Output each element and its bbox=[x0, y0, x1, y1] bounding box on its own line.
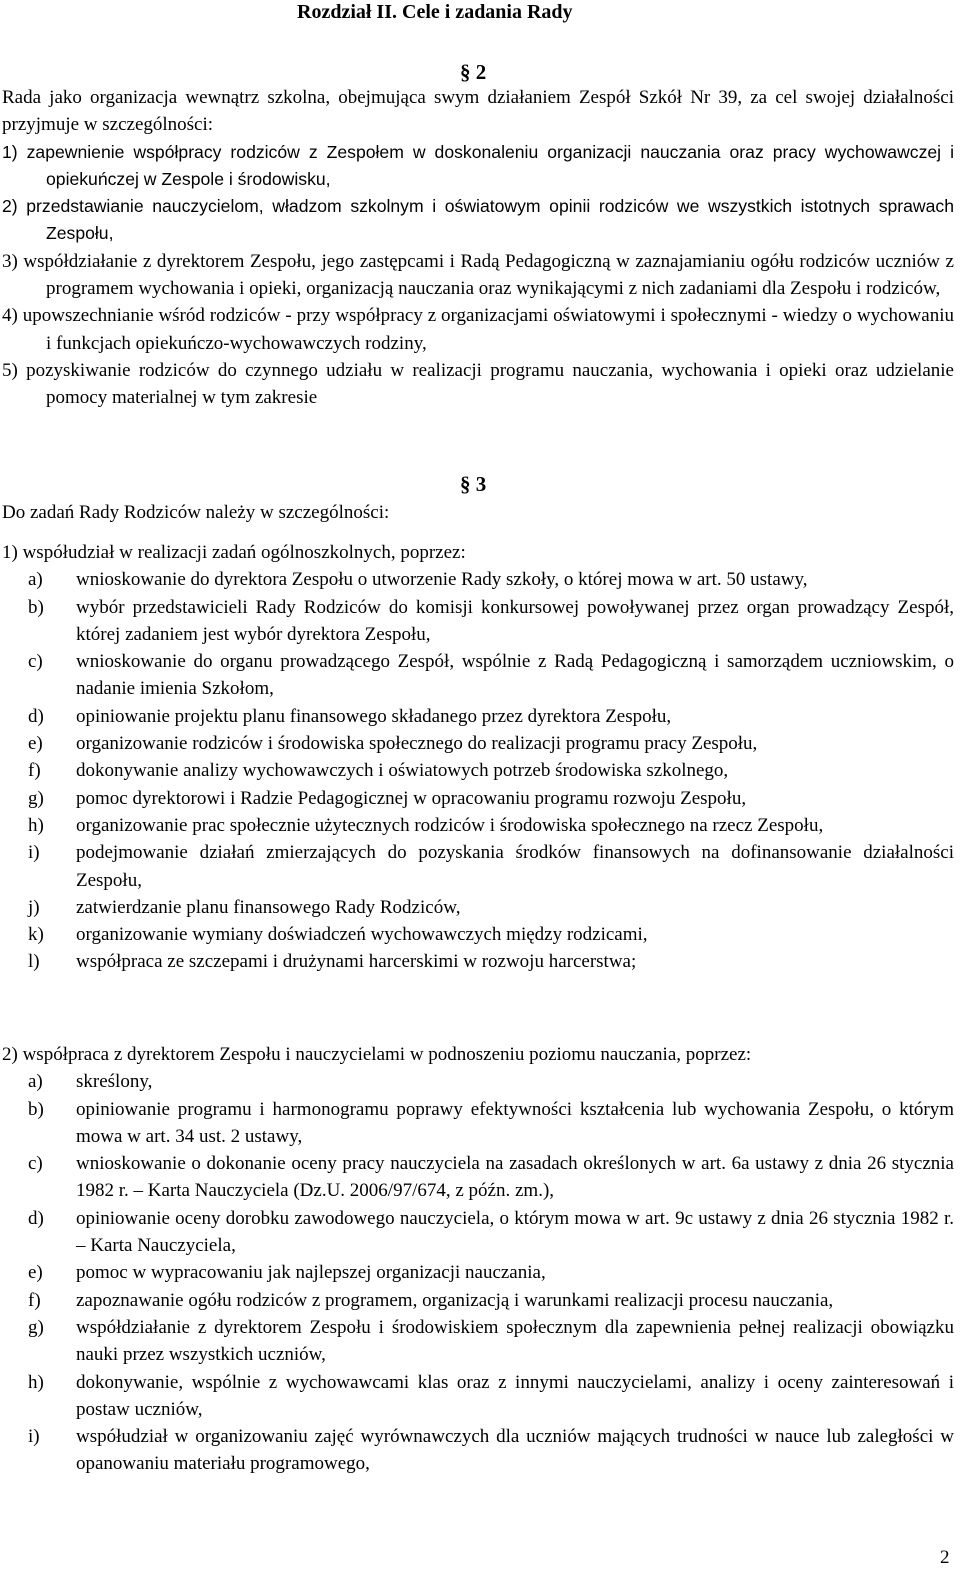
list-item bbox=[2, 1150, 954, 1205]
point-1-heading: 1) współudział w realizacji zadań ogólnoszkolnych, poprzez: bbox=[2, 542, 466, 563]
list-item-label: i) bbox=[28, 1426, 40, 1448]
list-item-text: organizowanie rodziców i środowiska społecznego do realizacji programu pracy Zespołu, bbox=[76, 733, 758, 755]
point-1-list bbox=[2, 566, 954, 975]
list-item-text: organizowanie prac społecznie użytecznych rodziców i środowiska społecznego na rzecz Zespołu, bbox=[76, 814, 824, 836]
page-number: 2 bbox=[940, 1547, 950, 1568]
list-item bbox=[2, 566, 954, 593]
list-item bbox=[2, 1423, 954, 1478]
list-item bbox=[2, 703, 954, 730]
section-3-intro: Do zadań Rady Rodziców należy w szczególności: bbox=[2, 502, 390, 523]
list-item-label: c) bbox=[28, 651, 43, 673]
list-item-label: i) bbox=[28, 842, 40, 864]
list-item-label: k) bbox=[28, 924, 44, 946]
list-item bbox=[2, 1314, 954, 1369]
list-item bbox=[2, 948, 954, 975]
section-2-item-2: 2) przedstawianie nauczycielom, władzom szkolnym i oświatowym opinii rodziców we wszystkich istotnych sprawach Zespołu, bbox=[2, 196, 954, 244]
section-3-point-1 bbox=[2, 539, 954, 976]
list-item-text: skreślony, bbox=[76, 1071, 153, 1093]
section-3-point-2 bbox=[2, 1041, 954, 1478]
list-item-label: g) bbox=[28, 787, 44, 809]
list-item bbox=[2, 1259, 954, 1286]
list-item-label: b) bbox=[28, 596, 44, 618]
list-item-text: zapoznawanie ogółu rodziców z programem, organizacją i warunkami realizacji procesu nauczania, bbox=[76, 1289, 834, 1311]
list-item bbox=[2, 730, 954, 757]
list-item-label: g) bbox=[28, 1316, 44, 1338]
list-item bbox=[2, 785, 954, 812]
list-item-text: podejmowanie działań zmierzających do pozyskania środków finansowych na dofinansowanie działalności Zespołu, bbox=[76, 842, 954, 891]
list-item-label: j) bbox=[28, 896, 40, 918]
list-item-label: f) bbox=[28, 1289, 41, 1311]
list-item-text: opiniowanie oceny dorobku zawodowego nauczyciela, o którym mowa w art. 9c ustawy z dnia 26 stycznia 1982 r. – Karta Nauczyciela, bbox=[76, 1207, 954, 1257]
list-item-label: b) bbox=[28, 1098, 44, 1120]
list-item-label: a) bbox=[28, 569, 43, 591]
list-item bbox=[2, 1205, 954, 1260]
list-item bbox=[2, 894, 954, 921]
section-2-item-3: 3) współdziałanie z dyrektorem Zespołu, jego zastępcami i Radą Pedagogiczną w zaznajamianiu ogółu rodziców uczniów z programem wychowania i opieki, organizacją nauczania oraz wynikającymi z nich zadaniami dla Zespołu i rodziców, bbox=[2, 250, 954, 300]
point-2-list bbox=[2, 1068, 954, 1477]
section-2-item-1: 1) zapewnienie współpracy rodziców z Zespołem w doskonaleniu organizacji nauczania oraz pracy wychowawczej i opiekuńczej w Zespole i środowisku, bbox=[2, 141, 954, 189]
list-item bbox=[2, 839, 954, 894]
section-2-item-4: 4) upowszechnianie wśród rodziców - przy współpracy z organizacjami oświatowymi i społecznymi - wiedzy o wychowaniu i funkcjach opiekuńczo-wychowawczych rodziny, bbox=[2, 305, 954, 354]
list-item bbox=[2, 648, 954, 703]
section-3-symbol: § 3 bbox=[460, 472, 487, 496]
list-item-text: pomoc dyrektorowi i Radzie Pedagogicznej w opracowaniu programu rozwoju Zespołu, bbox=[76, 787, 747, 809]
list-item-label: f) bbox=[28, 760, 41, 782]
section-2-item-5: 5) pozyskiwanie rodziców do czynnego udziału w realizacji programu nauczania, wychowania i opieki oraz udzielanie pomocy materialnej w tym zakresie bbox=[2, 359, 954, 409]
list-item-text: wnioskowanie do organu prowadzącego Zespół, wspólnie z Radą Pedagogiczną i samorządem uczniowskim, o nadanie imienia Szkołom, bbox=[76, 651, 954, 700]
list-item-label: e) bbox=[28, 1262, 43, 1284]
list-item-label: h) bbox=[28, 1371, 44, 1393]
list-item-text: pomoc w wypracowaniu jak najlepszej organizacji nauczania, bbox=[76, 1262, 546, 1284]
point-2-heading: 2) współpraca z dyrektorem Zespołu i nauczycielami w podnoszeniu poziomu nauczania, poprzez: bbox=[2, 1044, 752, 1065]
list-item bbox=[2, 812, 954, 839]
list-item-label: d) bbox=[28, 1207, 44, 1229]
list-item bbox=[2, 1369, 954, 1424]
list-item bbox=[2, 757, 954, 784]
list-item-label: h) bbox=[28, 814, 44, 836]
list-item-text: wnioskowanie do dyrektora Zespołu o utworzenie Rady szkoły, o której mowa w art. 50 ustawy, bbox=[76, 569, 808, 591]
list-item-text: wybór przedstawicieli Rady Rodziców do komisji konkursowej powoływanej przez organ prowadzący Zespół, której zadaniem jest wybór dyrektora Zespołu, bbox=[76, 596, 954, 645]
section-2-intro: Rada jako organizacja wewnątrz szkolna, obejmująca swym działaniem Zespół Szkół Nr 39, za cel swojej działalności przyjmuje w szczególności: bbox=[2, 87, 954, 136]
list-item-text: dokonywanie, wspólnie z wychowawcami klas oraz z innymi nauczycielami, analizy i oceny zainteresowań i postaw uczniów, bbox=[76, 1371, 954, 1420]
list-item bbox=[2, 1096, 954, 1151]
list-item-text: współudział w organizowaniu zajęć wyrównawczych dla uczniów mających trudności w nauce lub zaległości w opanowaniu materiału programowego, bbox=[76, 1426, 954, 1475]
chapter-title: Rozdział II. Cele i zadania Rady bbox=[297, 1, 573, 23]
list-item-label: e) bbox=[28, 733, 43, 755]
section-2-body bbox=[2, 84, 954, 412]
list-item-text: organizowanie wymiany doświadczeń wychowawczych między rodzicami, bbox=[76, 924, 648, 946]
list-item bbox=[2, 594, 954, 649]
list-item-label: l) bbox=[28, 951, 40, 973]
list-item-text: opiniowanie projektu planu finansowego składanego przez dyrektora Zespołu, bbox=[76, 705, 672, 727]
list-item-label: c) bbox=[28, 1153, 43, 1175]
list-item-text: zatwierdzanie planu finansowego Rady Rodziców, bbox=[76, 896, 461, 918]
list-item bbox=[2, 1068, 954, 1095]
list-item bbox=[2, 1287, 954, 1314]
list-item bbox=[2, 921, 954, 948]
list-item-text: dokonywanie analizy wychowawczych i oświatowych potrzeb środowiska szkolnego, bbox=[76, 760, 729, 782]
list-item-text: opiniowanie programu i harmonogramu poprawy efektywności kształcenia lub wychowania Zespołu, o którym mowa w art. 34 ust. 2 ustawy, bbox=[76, 1098, 954, 1147]
list-item-text: współdziałanie z dyrektorem Zespołu i środowiskiem społecznym dla zapewnienia pełnej realizacji obowiązku nauki przez wszystkich uczniów, bbox=[76, 1316, 954, 1366]
section-2-symbol: § 2 bbox=[460, 60, 487, 84]
list-item-label: a) bbox=[28, 1071, 43, 1093]
list-item-text: współpraca ze szczepami i drużynami harcerskimi w rozwoju harcerstwa; bbox=[76, 951, 637, 973]
list-item-text: wnioskowanie o dokonanie oceny pracy nauczyciela na zasadach określonych w art. 6a ustawy z dnia 26 stycznia 1982 r. – Karta Nauczyciela (Dz.U. 2006/97/674, z późn. zm.), bbox=[76, 1153, 954, 1202]
list-item-label: d) bbox=[28, 705, 44, 727]
